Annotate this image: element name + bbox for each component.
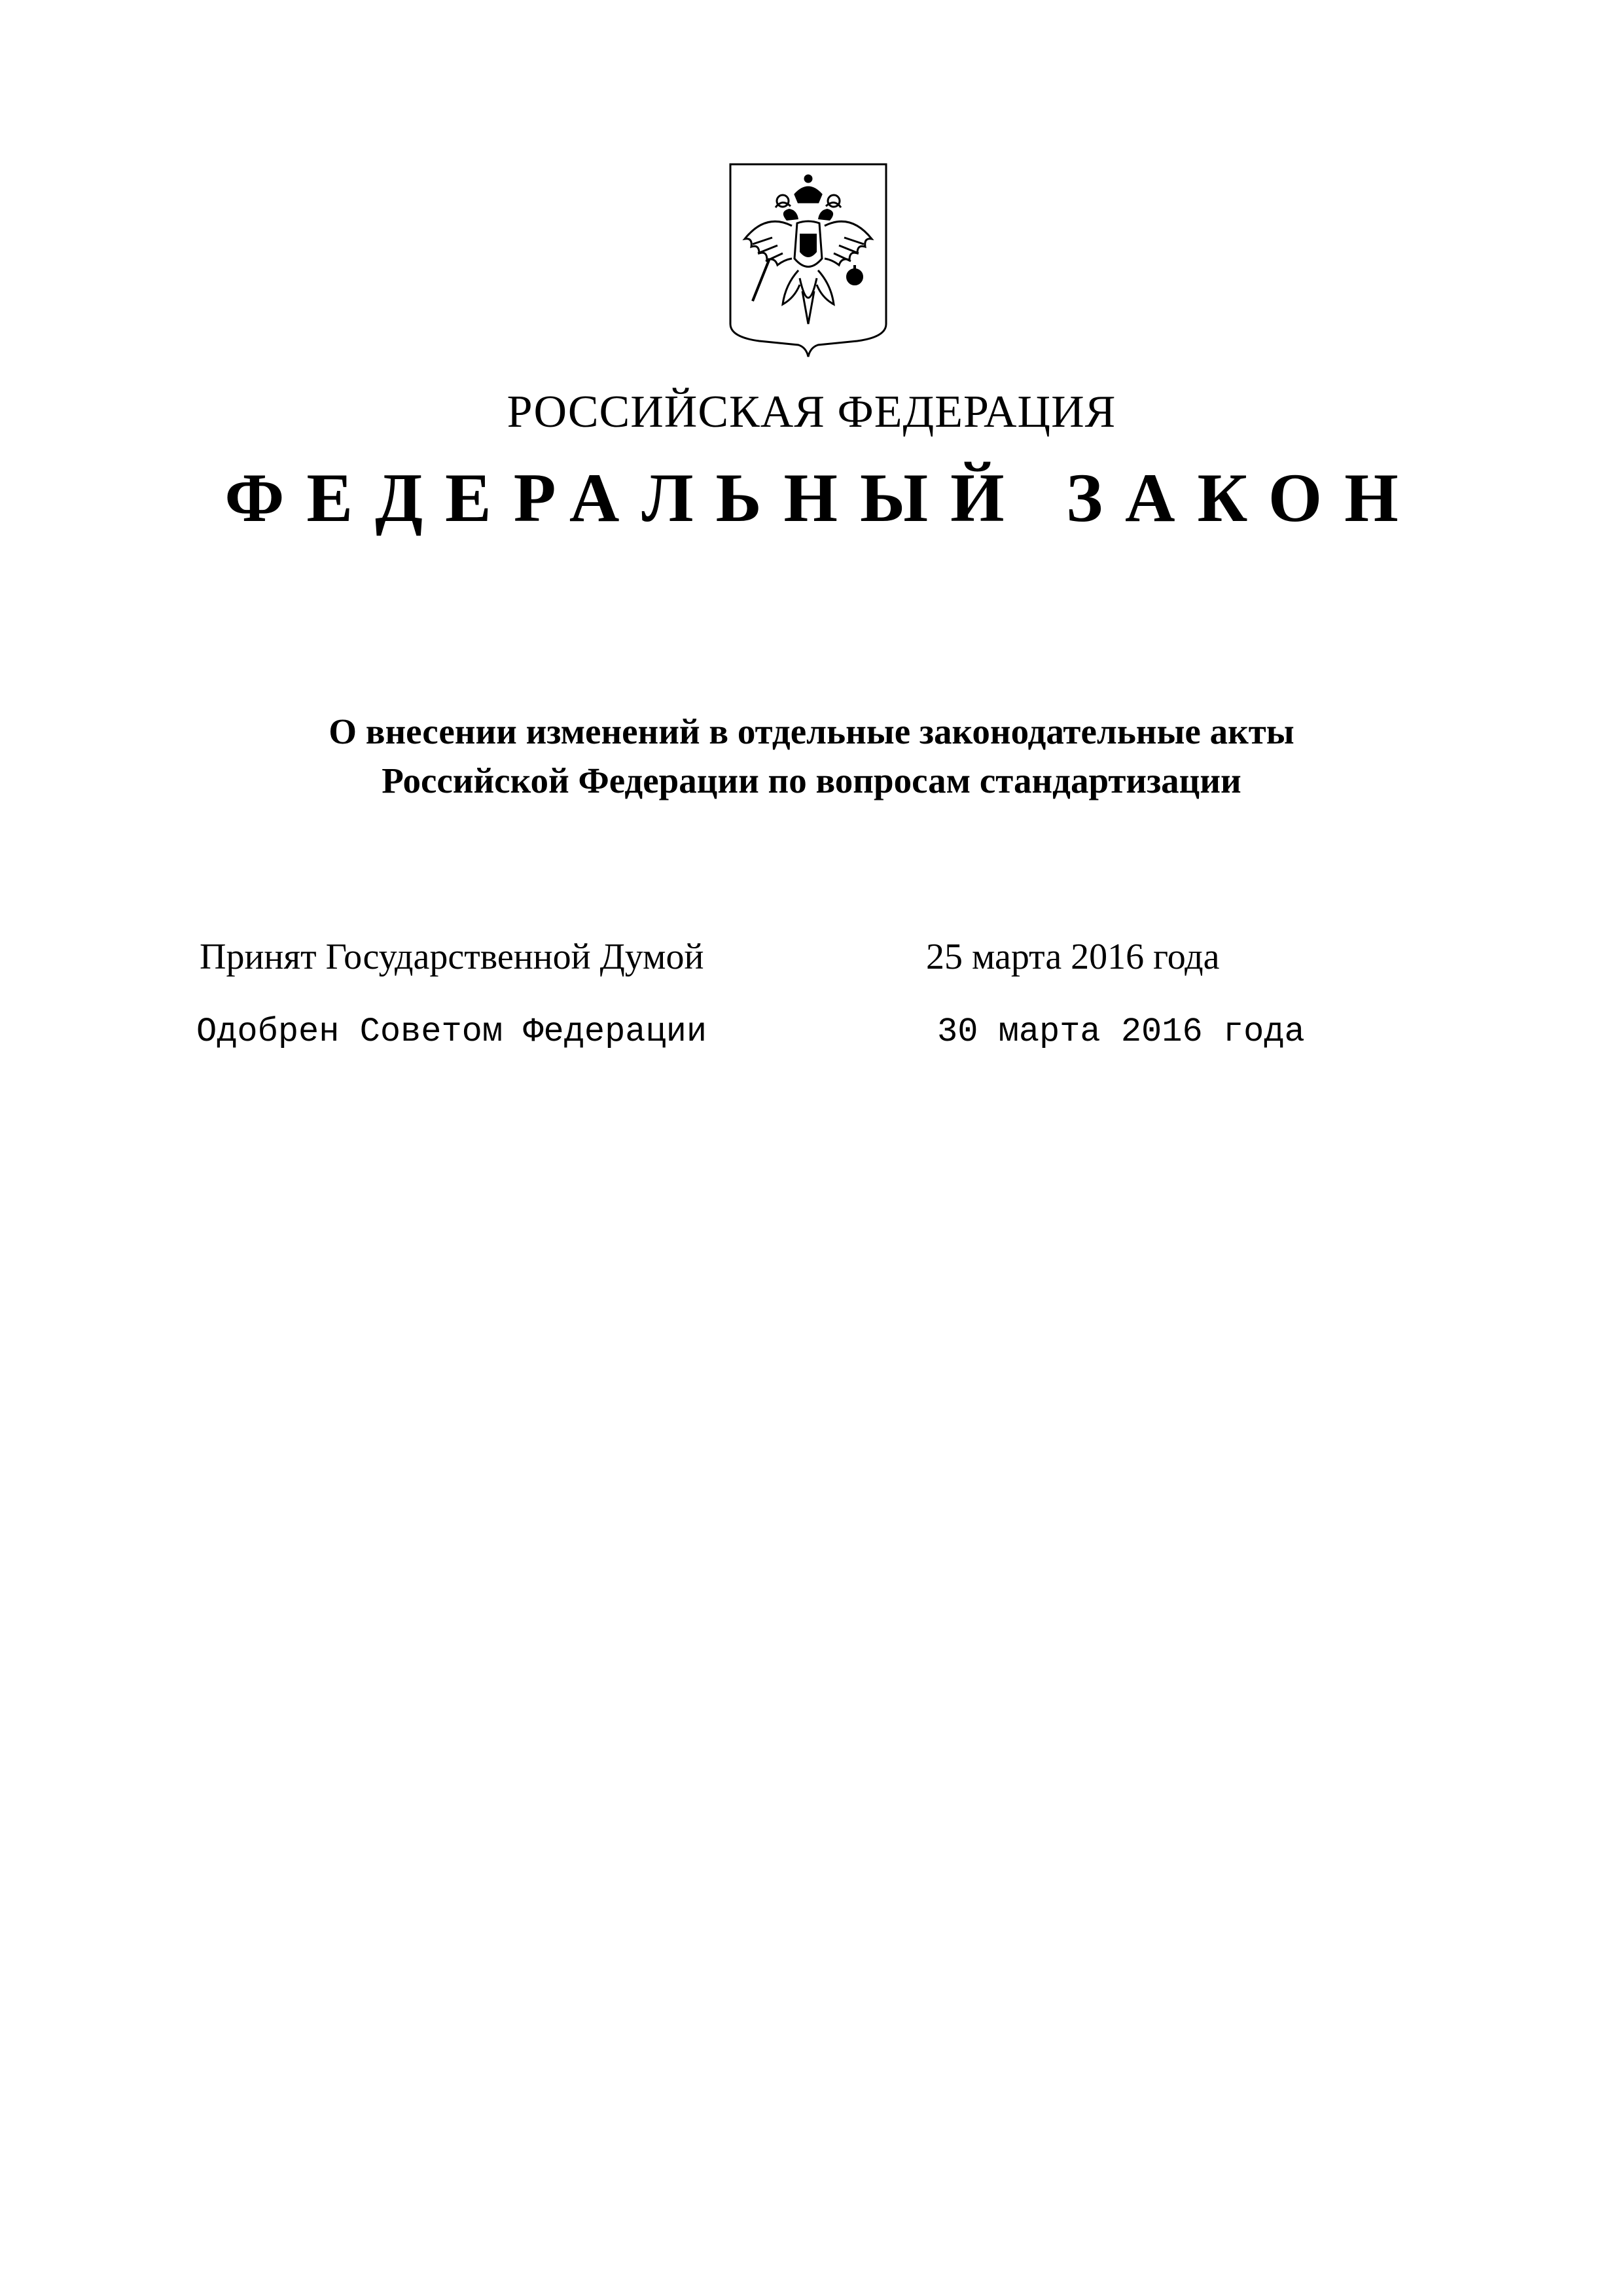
law-title-line-1: О внесении изменений в отдельные законодательные акты: [329, 711, 1294, 751]
country-heading: РОССИЙСКАЯ ФЕДЕРАЦИЯ: [507, 387, 1116, 437]
adoption-date: 25 марта 2016 года: [926, 937, 1220, 977]
adoption-label: Принят Государственной Думой: [200, 937, 704, 977]
law-type-heading: [0, 459, 1623, 536]
coat-of-arms-icon: [726, 160, 890, 360]
adoption-row-federation-council: [0, 1013, 1623, 1065]
law-title: [0, 707, 1623, 805]
adoption-label: Одобрен Советом Федерации: [196, 1013, 707, 1051]
adoption-date: 30 марта 2016 года: [937, 1013, 1305, 1051]
law-type-text: ФЕДЕРАЛЬНЫЙ ЗАКОН: [224, 459, 1421, 536]
law-title-line-2: Российской Федерации по вопросам стандартизации: [382, 761, 1241, 800]
adoption-row-duma: [0, 936, 1623, 988]
